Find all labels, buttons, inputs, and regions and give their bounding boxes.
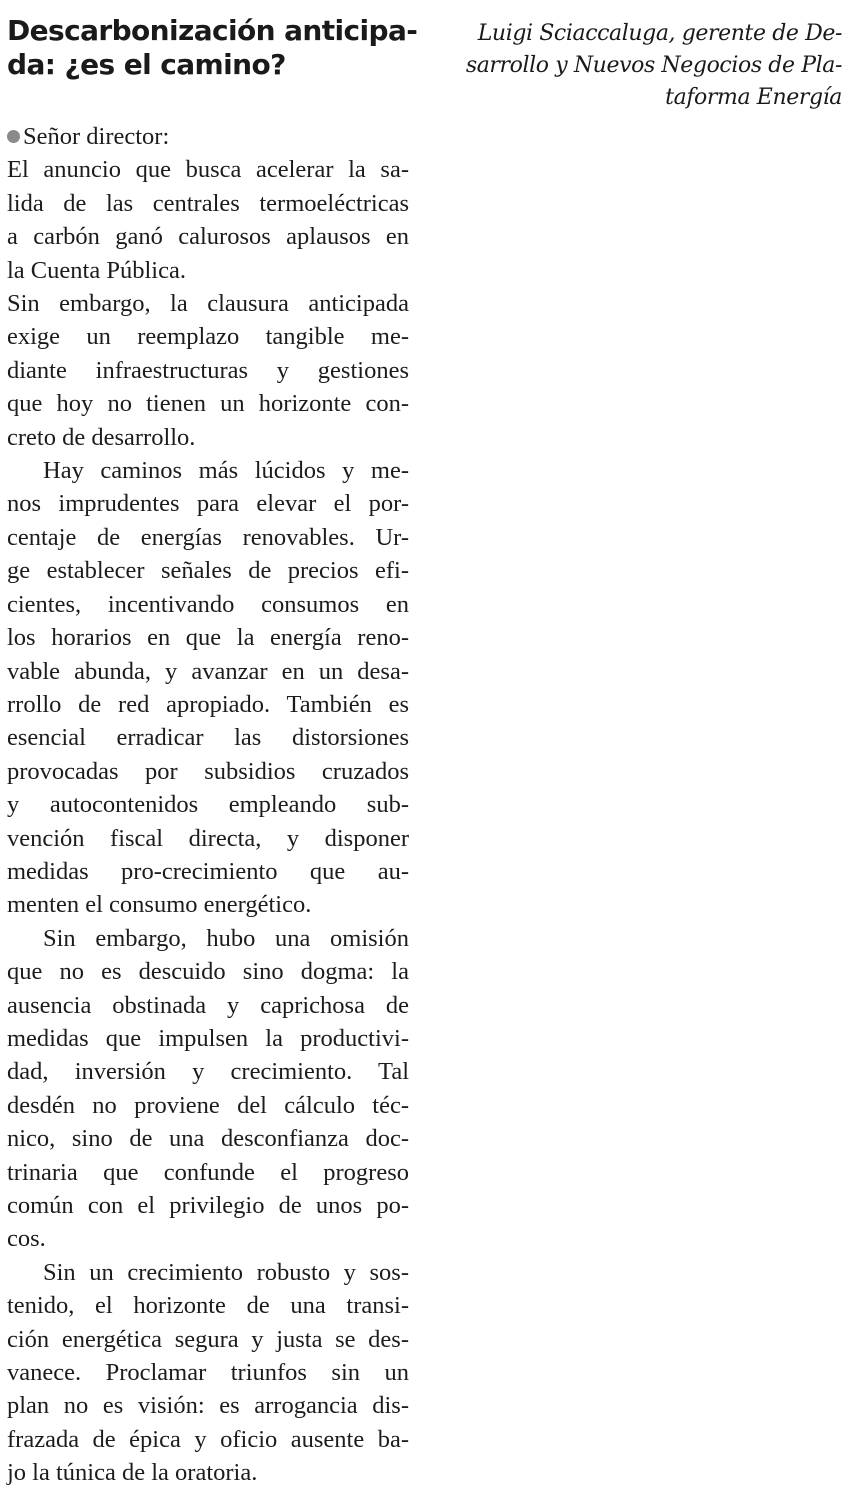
byline-line: sarrollo y Nuevos Negocios de Pla- — [465, 53, 842, 78]
text-line: común con el privilegio de unos po- — [7, 1192, 409, 1219]
text-line: y autocontenidos empleando sub- — [7, 791, 409, 819]
text-line: que hoy no tienen un horizonte con- — [7, 390, 409, 418]
text-line: nos imprudentes para elevar el por- — [7, 490, 409, 518]
text-line: Sin un crecimiento robusto y sos- — [43, 1258, 409, 1286]
text-line: esencial erradicar las distorsiones — [7, 724, 409, 752]
text-line: Hay caminos más lúcidos y me- — [43, 457, 409, 485]
paragraph-1 — [7, 153, 409, 287]
salutation-text: Señor director: — [23, 123, 170, 150]
text-line: lida de las centrales termoeléctricas — [7, 189, 409, 217]
text-line: desdén no proviene del cálculo téc- — [7, 1091, 409, 1119]
text-line: vanece. Proclamar triunfos sin un — [7, 1359, 409, 1387]
text-line: ge establecer señales de precios efi- — [7, 557, 409, 585]
text-line: provocadas por subsidios cruzados — [7, 757, 409, 785]
text-line: diante infraestructuras y gestiones — [7, 356, 409, 384]
text-line: dad, inversión y crecimiento. Tal — [7, 1058, 409, 1086]
text-line: a carbón ganó calurosos aplausos en — [7, 223, 409, 251]
paragraph-5 — [7, 1256, 409, 1490]
text-line: los horarios en que la energía reno- — [7, 624, 409, 652]
headline — [7, 14, 417, 82]
text-line: Sin embargo, la clausura anticipada — [7, 290, 409, 318]
text-line: ausencia obstinada y caprichosa de — [7, 991, 409, 1019]
headline-line: Descarbonización anticipa- — [7, 14, 418, 47]
text-line: nico, sino de una desconfianza doc- — [7, 1125, 409, 1153]
text-line: trinaria que confunde el progreso — [7, 1158, 409, 1186]
paragraph-3 — [7, 454, 409, 922]
text-line: creto de desarrollo. — [7, 423, 196, 451]
text-line: medidas que impulsen la productivi- — [7, 1024, 409, 1052]
paragraph-4 — [7, 922, 409, 1256]
letter-body — [7, 120, 409, 1490]
text-line: que no es descuido sino dogma: la — [7, 958, 409, 986]
text-line: plan no es visión: es arrogancia dis- — [7, 1392, 409, 1420]
text-line: tenido, el horizonte de una transi- — [7, 1292, 409, 1320]
text-line: ción energética segura y justa se des- — [7, 1325, 409, 1353]
text-line: El anuncio que busca acelerar la sa- — [7, 156, 409, 184]
text-line: vable abunda, y avanzar en un desa- — [7, 657, 409, 685]
text-line: la Cuenta Pública. — [7, 256, 186, 284]
author-byline — [412, 18, 842, 114]
text-line: cientes, incentivando consumos en — [7, 590, 409, 618]
text-line: vención fiscal directa, y disponer — [7, 824, 409, 852]
text-line: cos. — [7, 1225, 46, 1253]
text-line: rrollo de red apropiado. También es — [7, 690, 409, 718]
text-line: exige un reemplazo tangible me- — [7, 323, 409, 351]
salutation — [7, 120, 409, 153]
text-line: menten el consumo energético. — [7, 891, 312, 919]
text-line: medidas pro-crecimiento que au- — [7, 857, 409, 885]
text-line: Sin embargo, hubo una omisión — [43, 924, 409, 952]
text-line: jo la túnica de la oratoria. — [7, 1459, 258, 1487]
headline-line: da: ¿es el camino? — [7, 48, 286, 81]
byline-line: taforma Energía — [665, 85, 842, 110]
byline-line: Luigi Sciaccaluga, gerente de De- — [477, 21, 842, 46]
bullet-icon — [7, 130, 20, 143]
text-line: centaje de energías renovables. Ur- — [7, 523, 409, 551]
text-line: frazada de épica y oficio ausente ba- — [7, 1425, 409, 1453]
paragraph-2 — [7, 287, 409, 454]
